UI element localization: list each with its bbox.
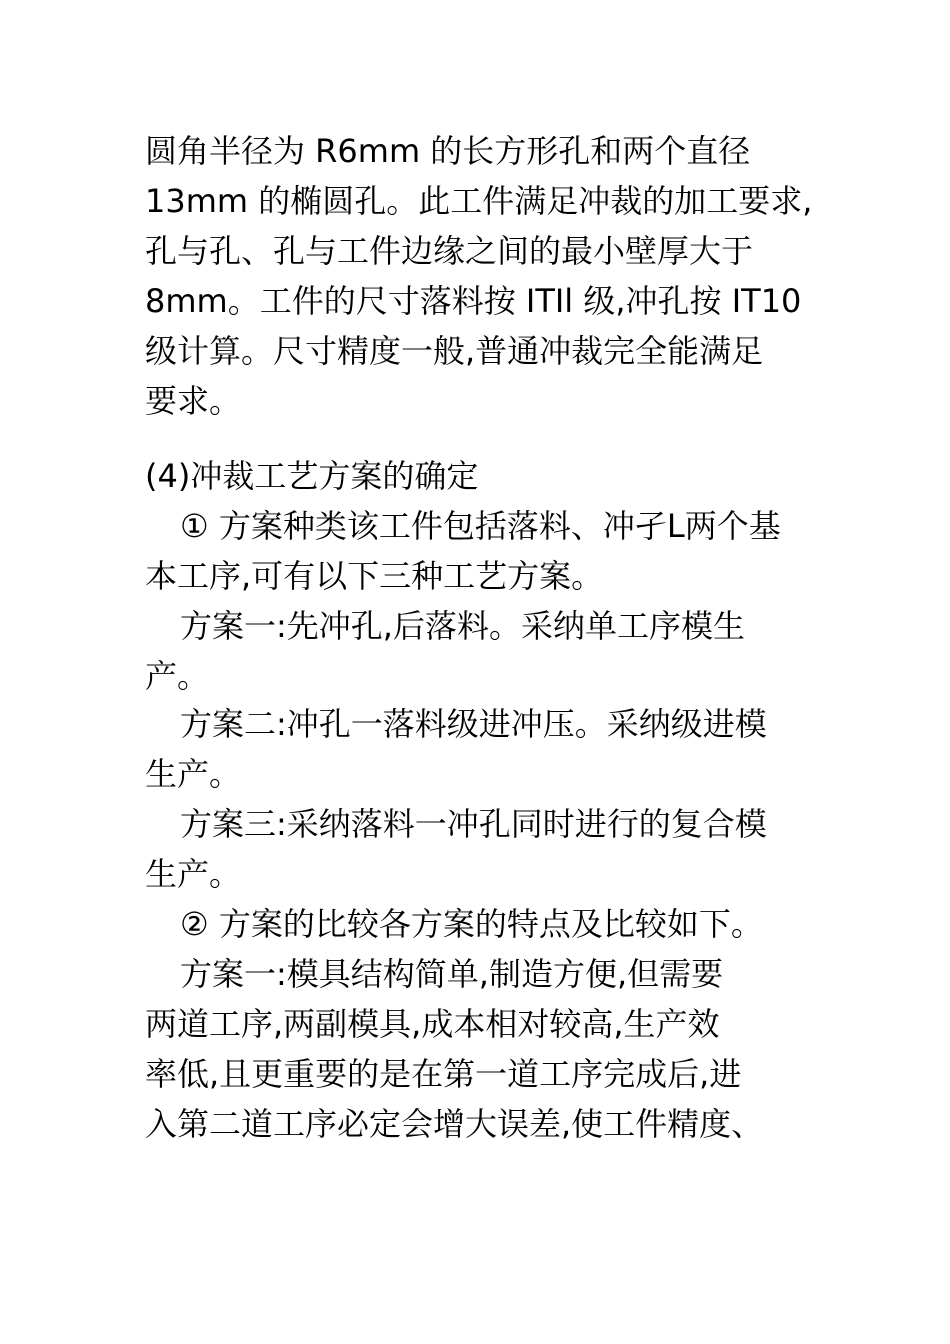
paragraph-line: 孔与孔、孔与工件边缘之间的最小壁厚大于 (145, 232, 754, 270)
paragraph-line: ① 方案种类该工件包括落料、冲孑L两个基 (180, 507, 781, 545)
paragraph-line: 要求。 (145, 382, 242, 420)
paragraph-line: 率低,且更重要的是在第一道工序完成后,进 (145, 1055, 742, 1093)
paragraph-line: 13mm 的椭圆孔。此工件满足冲裁的加工要求, (145, 182, 813, 220)
paragraph-line: 方案一:模具结构简单,制造方便,但需要 (180, 955, 724, 993)
paragraph-line: 生产。 (145, 755, 242, 793)
paragraph-line: 入第二道工序必定会增大误差,使工件精度、 (145, 1105, 764, 1143)
paragraph-line: 两道工序,两副模具,成本相对较高,生产效 (145, 1005, 720, 1043)
paragraph-line: 产。 (145, 657, 210, 695)
paragraph-line: ② 方案的比较各方案的特点及比较如下。 (180, 905, 763, 943)
paragraph-line: 方案一:先冲孔,后落料。采纳单工序模生 (180, 607, 745, 645)
paragraph-line: 本工序,可有以下三种工艺方案。 (145, 557, 604, 595)
paragraph-line: 级计算。尺寸精度一般,普通冲裁完全能满足 (145, 332, 764, 370)
paragraph-line: 8mm。工件的尺寸落料按 ITIl 级,冲孔按 IT10 (145, 282, 802, 320)
paragraph-line: 生产。 (145, 855, 242, 893)
paragraph-line: 圆角半径为 R6mm 的长方形孔和两个直径 (145, 132, 751, 170)
paragraph-line: 方案三:采纳落料一冲孔同时进行的复合模 (180, 805, 767, 843)
section-heading: (4)冲裁工艺方案的确定 (145, 457, 479, 495)
paragraph-line: 方案二:冲孔一落料级进冲压。采纳级进模 (180, 705, 767, 743)
